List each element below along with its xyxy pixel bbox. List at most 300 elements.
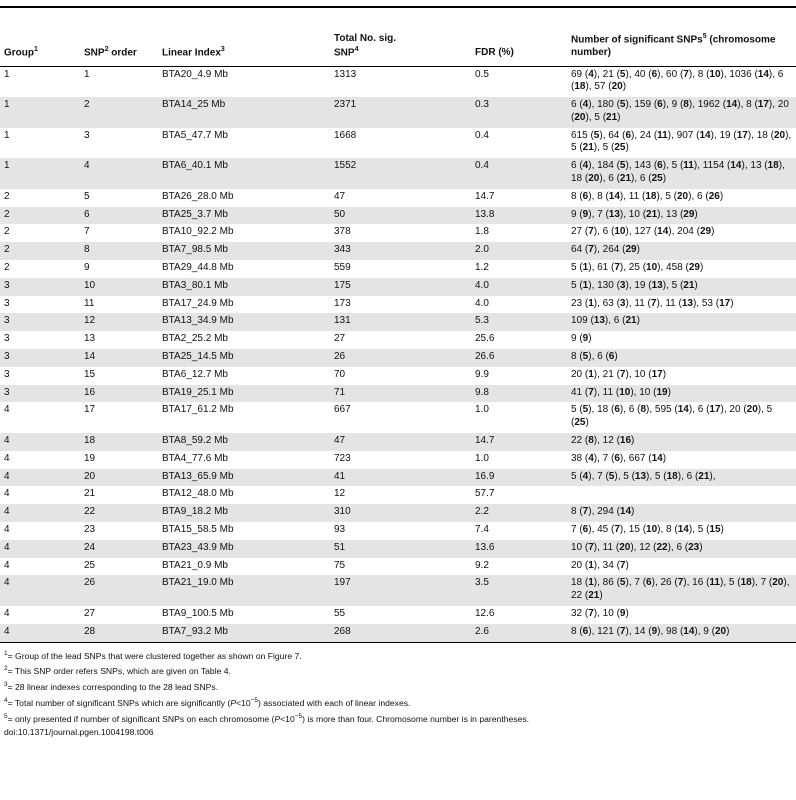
chromosome-number: 18 bbox=[740, 577, 752, 589]
chromosome-number: 13 bbox=[681, 297, 693, 309]
cell-total: 51 bbox=[330, 540, 471, 558]
snp-count-text: ), 6 ( bbox=[599, 173, 620, 185]
snp-count-text: ), 7 ( bbox=[588, 470, 609, 482]
snp-count-text: ), 13 ( bbox=[741, 160, 768, 172]
cell-total: 12 bbox=[334, 488, 346, 500]
snp-count-text: ), 6 ( bbox=[688, 404, 710, 416]
snp-count-text: ), 14 ( bbox=[625, 625, 652, 637]
snp-count-text: ) bbox=[699, 541, 703, 553]
snp-count-text: ), bbox=[709, 470, 716, 482]
cell-fdr: 1.2 bbox=[475, 262, 489, 274]
snp-count-text: ), 1036 ( bbox=[720, 68, 758, 80]
chromosome-number: 5 bbox=[619, 577, 626, 589]
cell-snp-order: 27 bbox=[84, 608, 96, 619]
cell-significant-snps bbox=[567, 260, 796, 278]
chromosome-number: 25 bbox=[574, 417, 586, 429]
chromosome-number: 4 bbox=[582, 470, 589, 482]
table-row bbox=[0, 606, 796, 624]
chromosome-number: 8 bbox=[588, 435, 594, 447]
chromosome-number: 22 bbox=[656, 541, 668, 553]
cell-fdr: 57.7 bbox=[475, 488, 495, 500]
snp-count-text: 20 ( bbox=[571, 559, 589, 571]
cell-fdr: 3.5 bbox=[471, 575, 567, 606]
table-row bbox=[0, 504, 796, 522]
snp-count-text: 8 ( bbox=[571, 351, 583, 363]
cell-significant-snps bbox=[567, 128, 796, 159]
table-row bbox=[0, 97, 796, 128]
cell-total: 1313 bbox=[334, 68, 357, 80]
cell-total: 55 bbox=[334, 608, 346, 619]
cell-snp-order: 2 bbox=[80, 97, 158, 128]
table-row bbox=[0, 433, 796, 451]
chromosome-number: 10 bbox=[709, 68, 721, 80]
cell-snp-order: 21 bbox=[84, 488, 96, 500]
chromosome-number: 11 bbox=[683, 160, 694, 172]
cell-linear-index: BTA14_25 Mb bbox=[158, 97, 330, 128]
snp-count-text: ) bbox=[694, 279, 698, 291]
cell-significant-snps bbox=[567, 158, 796, 189]
cell-snp-order: 6 bbox=[80, 207, 158, 225]
cell-group: 1 bbox=[0, 97, 80, 128]
cell-total: 75 bbox=[334, 559, 346, 571]
chromosome-number: 14 bbox=[677, 404, 689, 416]
chromosome-number: 10 bbox=[646, 262, 658, 274]
cell-snp-order: 19 bbox=[84, 452, 96, 464]
chromosome-number: 5 bbox=[582, 351, 589, 363]
snp-count-text: ) bbox=[599, 590, 603, 602]
snp-count-text: ), 64 ( bbox=[599, 129, 626, 141]
chromosome-number: 14 bbox=[619, 506, 632, 518]
snp-count-text: ) bbox=[662, 368, 667, 380]
chromosome-number: 5 bbox=[619, 160, 626, 172]
snp-count-text: 5 ( bbox=[571, 279, 583, 291]
cell-linear-index: BTA5_47.7 Mb bbox=[162, 129, 228, 141]
snp-count-text: ), 1154 ( bbox=[693, 160, 731, 172]
cell-total: 26 bbox=[330, 349, 471, 367]
snp-count-text: ), 18 ( bbox=[571, 160, 785, 185]
cell-group: 2 bbox=[0, 207, 80, 225]
chromosome-number: 10 bbox=[614, 226, 626, 238]
table-row bbox=[0, 522, 796, 540]
chromosome-number: 9 bbox=[582, 333, 589, 345]
cell-group: 4 bbox=[4, 404, 10, 416]
chromosome-number: 18 bbox=[767, 160, 779, 172]
snp-count-text: ) bbox=[662, 173, 667, 185]
chromosome-number: 5 bbox=[619, 68, 626, 80]
snp-count-text: 6 ( bbox=[571, 99, 583, 111]
snp-count-text: ), 53 ( bbox=[692, 297, 720, 309]
chromosome-number: 20 bbox=[574, 111, 586, 123]
cell-fdr: 14.7 bbox=[471, 433, 567, 451]
table-row bbox=[0, 278, 796, 296]
cell-significant-snps bbox=[567, 349, 796, 367]
cell-fdr: 5.3 bbox=[471, 313, 567, 331]
snp-count-text: ), 11 ( bbox=[625, 297, 651, 309]
cell-snp-order: 9 bbox=[84, 262, 90, 274]
snp-count-text: ), 45 ( bbox=[588, 524, 615, 536]
snp-count-text: ), 34 ( bbox=[593, 559, 620, 571]
snp-count-text: 5 ( bbox=[571, 470, 583, 482]
cell-group: 2 bbox=[4, 190, 10, 202]
snp-count-text: ), 5 ( bbox=[585, 111, 607, 123]
cell-group: 4 bbox=[4, 524, 10, 536]
chromosome-number: 17 bbox=[651, 368, 663, 380]
snp-count-text: ), 5 ( bbox=[688, 524, 710, 536]
chromosome-number: 8 bbox=[683, 99, 689, 111]
chromosome-number: 21 bbox=[683, 279, 695, 291]
snp-count-text: ), 9 ( bbox=[694, 625, 715, 637]
snp-count-text: ) bbox=[588, 333, 592, 345]
cell-linear-index: BTA4_77.6 Mb bbox=[162, 452, 228, 464]
chromosome-number: 14 bbox=[699, 129, 711, 141]
cell-fdr: 12.6 bbox=[475, 608, 495, 619]
table-row bbox=[0, 469, 796, 487]
chromosome-number: 13 bbox=[634, 470, 647, 482]
snp-count-text: ), 6 ( bbox=[677, 470, 699, 482]
snp-count-text: 32 ( bbox=[571, 608, 589, 619]
snp-count-text: ), 6 ( bbox=[593, 226, 615, 238]
cell-linear-index: BTA26_28.0 Mb bbox=[162, 190, 234, 202]
cell-fdr: 25.6 bbox=[475, 333, 495, 345]
cell-linear-index: BTA3_80.1 Mb bbox=[158, 278, 330, 296]
cell-group: 2 bbox=[4, 226, 10, 238]
snp-count-text: ), 7 ( bbox=[625, 577, 647, 589]
snp-count-text: ) bbox=[662, 452, 667, 464]
snp-count-text: ), 12 ( bbox=[630, 541, 657, 553]
cell-snp-order: 4 bbox=[80, 158, 158, 189]
cell-linear-index: BTA9_18.2 Mb bbox=[158, 504, 330, 522]
cell-total: 47 bbox=[330, 433, 471, 451]
cell-group: 2 bbox=[0, 242, 80, 260]
chromosome-number: 7 bbox=[619, 559, 626, 571]
snp-count-text: ) bbox=[726, 625, 730, 637]
cell-total: 268 bbox=[330, 624, 471, 642]
cell-linear-index: BTA19_25.1 Mb bbox=[158, 385, 330, 403]
chromosome-number: 6 bbox=[625, 129, 632, 141]
snp-count-text: ), 5 ( bbox=[662, 160, 684, 172]
cell-group: 4 bbox=[0, 624, 80, 642]
chromosome-number: 14 bbox=[683, 625, 695, 637]
cell-linear-index: BTA21_19.0 Mb bbox=[158, 575, 330, 606]
chromosome-number: 5 bbox=[619, 99, 626, 111]
table-row bbox=[0, 349, 796, 367]
cell-total: 175 bbox=[330, 278, 471, 296]
header-fdr: FDR (%) bbox=[471, 8, 567, 66]
cell-total: 559 bbox=[334, 262, 351, 274]
cell-snp-order: 25 bbox=[84, 559, 96, 571]
chromosome-number: 14 bbox=[657, 226, 669, 238]
chromosome-number: 7 bbox=[619, 625, 626, 637]
cell-total: 93 bbox=[334, 524, 346, 536]
table-row bbox=[0, 575, 796, 606]
table-row bbox=[0, 402, 796, 433]
cell-significant-snps bbox=[567, 313, 796, 331]
cell-significant-snps bbox=[567, 575, 796, 606]
snp-count-text: ) bbox=[730, 297, 734, 309]
chromosome-number: 21 bbox=[646, 208, 658, 220]
snp-count-text: ), 22 ( bbox=[571, 577, 790, 602]
cell-snp-order: 22 bbox=[80, 504, 158, 522]
cell-significant-snps bbox=[567, 385, 796, 403]
cell-group: 4 bbox=[4, 559, 10, 571]
cell-fdr: 1.0 bbox=[475, 404, 489, 416]
cell-total: 343 bbox=[330, 242, 471, 260]
doi-link[interactable]: doi:10.1371/journal.pgen.1004198.t006 bbox=[4, 726, 154, 737]
chromosome-number: 14 bbox=[726, 99, 738, 111]
cell-fdr: 13.6 bbox=[471, 540, 567, 558]
snp-count-text: ) bbox=[699, 262, 704, 274]
cell-linear-index: BTA2_25.2 Mb bbox=[162, 333, 228, 345]
cell-group: 4 bbox=[0, 575, 80, 606]
chromosome-number: 29 bbox=[688, 262, 700, 274]
cell-fdr: 9.9 bbox=[475, 368, 489, 380]
snp-count-text: 10 ( bbox=[571, 541, 589, 553]
snp-count-text: ), 20 ( bbox=[571, 99, 789, 123]
cell-total: 50 bbox=[330, 207, 471, 225]
snp-count-text: ), 11 ( bbox=[619, 190, 646, 202]
table-row bbox=[0, 207, 796, 225]
chromosome-number: 9 bbox=[619, 608, 626, 619]
cell-fdr: 9.8 bbox=[471, 385, 567, 403]
chromosome-number: 29 bbox=[683, 208, 695, 220]
snp-count-text: ) bbox=[622, 81, 627, 93]
snp-count-text: 9 ( bbox=[571, 333, 583, 345]
snp-count-text: ) bbox=[667, 386, 671, 398]
snp-count-text: ) bbox=[720, 524, 724, 536]
chromosome-number: 6 bbox=[582, 524, 589, 536]
cell-fdr: 13.8 bbox=[471, 207, 567, 225]
chromosome-number: 1 bbox=[582, 262, 589, 274]
snp-count-text: ) bbox=[585, 417, 589, 429]
cell-significant-snps bbox=[567, 469, 796, 487]
chromosome-number: 20 bbox=[611, 81, 623, 93]
cell-linear-index: BTA12_48.0 Mb bbox=[162, 488, 234, 500]
cell-total: 27 bbox=[334, 333, 346, 345]
chromosome-number: 7 bbox=[614, 262, 620, 274]
chromosome-number: 17 bbox=[736, 129, 748, 141]
snp-count-text: ), 6 ( bbox=[631, 173, 652, 185]
chromosome-number: 14 bbox=[757, 68, 769, 80]
cell-snp-order: 16 bbox=[80, 385, 158, 403]
cell-linear-index: BTA17_24.9 Mb bbox=[162, 297, 234, 309]
snp-count-text: ), 458 ( bbox=[657, 262, 689, 274]
chromosome-number: 14 bbox=[651, 452, 663, 464]
snp-count-text: ), 25 ( bbox=[619, 262, 647, 274]
table-row bbox=[0, 296, 796, 314]
cell-fdr: 0.4 bbox=[475, 129, 489, 141]
chromosome-number: 18 bbox=[666, 470, 678, 482]
table-body bbox=[0, 66, 796, 642]
chromosome-number: 7 bbox=[619, 368, 626, 380]
snp-count-text: 8 ( bbox=[571, 190, 583, 202]
cell-significant-snps bbox=[567, 451, 796, 469]
cell-snp-order: 18 bbox=[80, 433, 158, 451]
header-total-sig-snp: Total No. sig. SNP$^4$ bbox=[330, 8, 471, 66]
chromosome-number: 25 bbox=[651, 173, 663, 185]
cell-fdr: 2.2 bbox=[471, 504, 567, 522]
cell-group: 4 bbox=[0, 433, 80, 451]
chromosome-number: 9 bbox=[651, 625, 658, 637]
snp-count-text: ), 11 ( bbox=[593, 386, 620, 398]
cell-group: 1 bbox=[4, 129, 10, 141]
table-row bbox=[0, 128, 796, 159]
snp-count-text: ), 130 ( bbox=[588, 279, 620, 291]
snp-count-text: ), 6 ( bbox=[571, 68, 784, 93]
cell-fdr: 14.7 bbox=[475, 190, 495, 202]
cell-linear-index: BTA10_92.2 Mb bbox=[162, 226, 234, 238]
chromosome-number: 8 bbox=[640, 404, 647, 416]
snp-count-text: 8 ( bbox=[571, 506, 583, 518]
snp-count-text: ), 19 ( bbox=[625, 279, 652, 291]
chromosome-number: 20 bbox=[773, 129, 786, 141]
table-row bbox=[0, 367, 796, 385]
table-row bbox=[0, 66, 796, 97]
chromosome-number: 7 bbox=[677, 577, 684, 589]
cell-group: 3 bbox=[4, 333, 10, 345]
chromosome-number: 20 bbox=[588, 173, 600, 185]
snp-count-text: 69 ( bbox=[571, 68, 589, 80]
snp-count-text: ), 8 ( bbox=[588, 190, 609, 202]
snp-count-text: ) bbox=[694, 208, 698, 220]
cell-total: 71 bbox=[330, 385, 471, 403]
chromosome-number: 11 bbox=[657, 129, 668, 141]
snp-count-text: ) bbox=[625, 559, 629, 571]
snp-count-text: ) bbox=[631, 506, 635, 518]
snp-count-text: ), 6 ( bbox=[619, 404, 641, 416]
cell-snp-order: 28 bbox=[80, 624, 158, 642]
cell-snp-order: 23 bbox=[84, 524, 96, 536]
cell-linear-index: BTA23_43.9 Mb bbox=[158, 540, 330, 558]
snp-count-text: ), 5 ( bbox=[662, 279, 684, 291]
cell-significant-snps bbox=[567, 189, 796, 207]
cell-snp-order: 8 bbox=[80, 242, 158, 260]
chromosome-number: 21 bbox=[588, 590, 600, 602]
cell-total: 1552 bbox=[330, 158, 471, 189]
cell-significant-snps bbox=[567, 433, 796, 451]
cell-significant-snps bbox=[567, 242, 796, 260]
snp-count-text: ) bbox=[625, 142, 629, 154]
snp-count-text: ) bbox=[631, 435, 635, 447]
cell-group: 2 bbox=[4, 262, 10, 274]
cell-group: 1 bbox=[0, 158, 80, 189]
chromosome-number: 10 bbox=[646, 524, 658, 536]
cell-significant-snps bbox=[567, 224, 796, 242]
chromosome-number: 10 bbox=[619, 386, 631, 398]
table-row bbox=[0, 385, 796, 403]
chromosome-number: 21 bbox=[625, 315, 637, 327]
cell-linear-index: BTA7_98.5 Mb bbox=[158, 242, 330, 260]
cell-significant-snps bbox=[567, 402, 796, 433]
cell-total: 667 bbox=[334, 404, 351, 416]
snp-count-text: ), 16 ( bbox=[683, 577, 710, 589]
snp-count-text: ), 5 ( bbox=[593, 142, 615, 154]
snp-count-text: ), 6 ( bbox=[604, 315, 626, 327]
chromosome-number: 19 bbox=[656, 386, 668, 398]
cell-group: 3 bbox=[0, 278, 80, 296]
snp-count-text: ), 180 ( bbox=[588, 99, 620, 111]
cell-significant-snps bbox=[567, 624, 796, 642]
cell-significant-snps bbox=[567, 66, 796, 97]
cell-fdr: 1.8 bbox=[475, 226, 489, 238]
chromosome-number: 21 bbox=[582, 142, 594, 154]
snp-count-text: ), 6 ( bbox=[667, 541, 689, 553]
cell-fdr: 7.4 bbox=[475, 524, 489, 536]
snp-count-text: ), 204 ( bbox=[668, 226, 700, 238]
cell-group: 3 bbox=[4, 368, 10, 380]
chromosome-number: 6 bbox=[608, 351, 615, 363]
chromosome-number: 15 bbox=[709, 524, 721, 536]
snp-count-text: 64 ( bbox=[571, 244, 589, 256]
footnote-5: $^5$= only presented if number of significant SNPs on each chromosome $(P<10^{-5})$ is more than four. Chromosome number is in parentheses. bbox=[4, 713, 530, 724]
table-row bbox=[0, 224, 796, 242]
snp-count-text: 38 ( bbox=[571, 452, 589, 464]
chromosome-number: 3 bbox=[619, 279, 626, 291]
chromosome-number: 1 bbox=[588, 577, 594, 589]
snp-count-text: ), 7 ( bbox=[593, 452, 615, 464]
cell-snp-order: 5 bbox=[84, 190, 90, 202]
cell-fdr: 2.0 bbox=[471, 242, 567, 260]
snp-count-text: ), 9 ( bbox=[662, 99, 684, 111]
snp-count-text: ), 86 ( bbox=[593, 577, 620, 589]
chromosome-number: 5 bbox=[593, 129, 600, 141]
cell-snp-order: 13 bbox=[84, 333, 96, 345]
cell-total: 131 bbox=[330, 313, 471, 331]
chromosome-number: 6 bbox=[614, 452, 620, 464]
snp-count-text: ), 127 ( bbox=[625, 226, 658, 238]
chromosome-number: 17 bbox=[757, 99, 769, 111]
chromosome-number: 29 bbox=[625, 244, 637, 256]
cell-snp-order: 10 bbox=[80, 278, 158, 296]
cell-group: 1 bbox=[4, 68, 10, 80]
cell-snp-order: 14 bbox=[80, 349, 158, 367]
cell-significant-snps bbox=[567, 207, 796, 225]
cell-linear-index: BTA20_4.9 Mb bbox=[162, 68, 228, 80]
chromosome-number: 21 bbox=[619, 173, 632, 185]
chromosome-number: 17 bbox=[709, 404, 721, 416]
chromosome-number: 1 bbox=[588, 559, 594, 571]
header-num-sig-snps: Number of significant SNPs$^5$ (chromosome number) bbox=[567, 8, 796, 66]
snp-count-text: ), 40 ( bbox=[625, 68, 652, 80]
snp-count-text: ), 8 ( bbox=[737, 99, 758, 111]
chromosome-number: 18 bbox=[645, 190, 657, 202]
cell-significant-snps bbox=[567, 97, 796, 128]
cell-linear-index: BTA9_100.5 Mb bbox=[162, 608, 234, 619]
snp-count-text: 41 ( bbox=[571, 386, 589, 398]
snp-count-text: ), 143 ( bbox=[625, 160, 658, 172]
snp-count-text: ), 595 ( bbox=[646, 404, 678, 416]
snp-count-text: ), 294 ( bbox=[588, 506, 620, 518]
table-row bbox=[0, 260, 796, 278]
cell-snp-order: 24 bbox=[80, 540, 158, 558]
chromosome-number: 20 bbox=[746, 404, 758, 416]
chromosome-number: 7 bbox=[588, 244, 594, 256]
chromosome-number: 18 bbox=[574, 81, 586, 93]
snp-count-text: ), 19 ( bbox=[710, 129, 737, 141]
cell-fdr: 2.6 bbox=[471, 624, 567, 642]
cell-fdr: 9.2 bbox=[475, 559, 489, 571]
chromosome-number: 4 bbox=[588, 452, 594, 464]
snp-count-text: ), 12 ( bbox=[593, 435, 620, 447]
table-row bbox=[0, 451, 796, 469]
chromosome-number: 25 bbox=[614, 142, 626, 154]
header-snp-order: SNP$^2$ order bbox=[80, 8, 158, 66]
cell-total: 41 bbox=[330, 469, 471, 487]
snp-count-text: 8 ( bbox=[571, 625, 583, 637]
table-row bbox=[0, 624, 796, 642]
cell-significant-snps bbox=[567, 504, 796, 522]
chromosome-number: 7 bbox=[588, 608, 594, 619]
snp-count-text: ), 18 ( bbox=[747, 129, 774, 141]
